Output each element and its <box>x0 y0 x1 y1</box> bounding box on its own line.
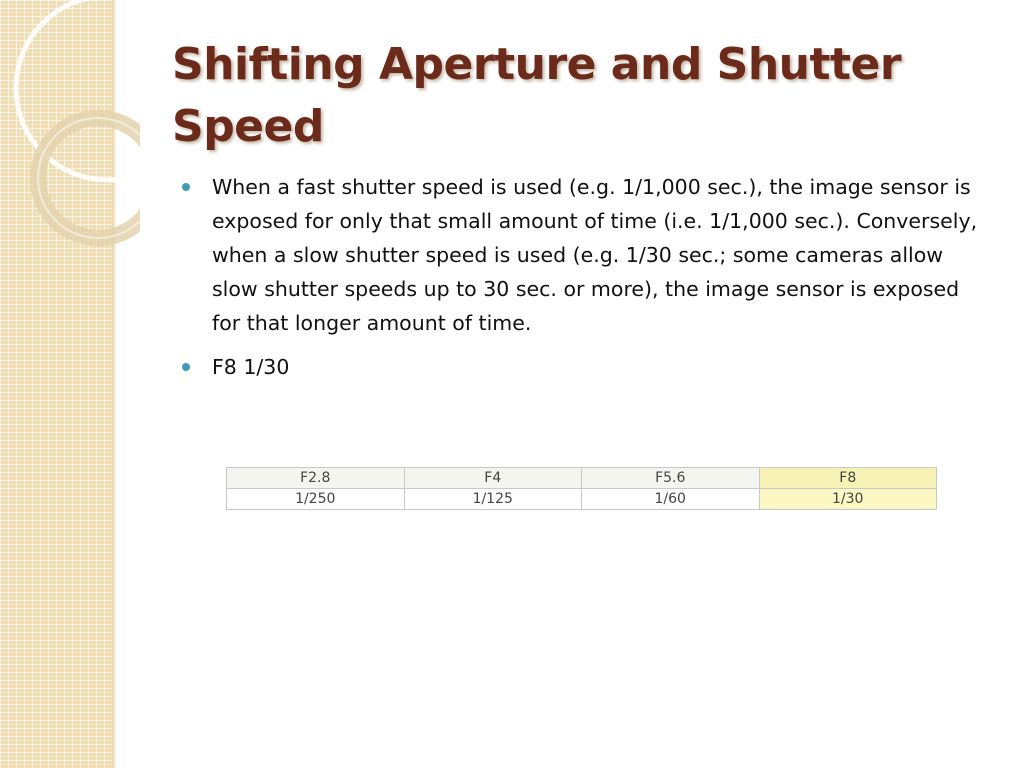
aperture-cell: F2.8 <box>227 468 405 489</box>
circle-ornament <box>0 0 140 260</box>
exposure-table <box>226 467 937 510</box>
bullet-item-shutter-explanation <box>180 170 980 340</box>
aperture-cell: F4 <box>404 468 582 489</box>
bullet-list <box>180 170 980 394</box>
bullet-text: When a fast shutter speed is used (e.g. 1/1,000 sec.), the image sensor is exposed for only that small amount of time (i.e. 1/1,000 sec.). Conversely, when a slow shutter speed is used (e.g. 1/30 sec.; some cameras allow slow shutter speeds up to 30 sec. or more), the image sensor is exposed for that longer amount of time. <box>212 175 978 335</box>
shutter-row <box>227 489 937 510</box>
shutter-cell: 1/250 <box>227 489 405 510</box>
aperture-cell: F5.6 <box>582 468 760 489</box>
shutter-cell: 1/125 <box>404 489 582 510</box>
slide-title: Shifting Aperture and Shutter Speed <box>172 39 902 152</box>
aperture-row <box>227 468 937 489</box>
shutter-cell: 1/60 <box>582 489 760 510</box>
bullet-text: F8 1/30 <box>212 355 290 379</box>
bullet-marker <box>182 183 190 191</box>
bullet-item-setting <box>180 350 980 384</box>
bullet-marker <box>182 363 190 371</box>
shutter-cell-highlighted: 1/30 <box>759 489 937 510</box>
aperture-cell-highlighted: F8 <box>759 468 937 489</box>
